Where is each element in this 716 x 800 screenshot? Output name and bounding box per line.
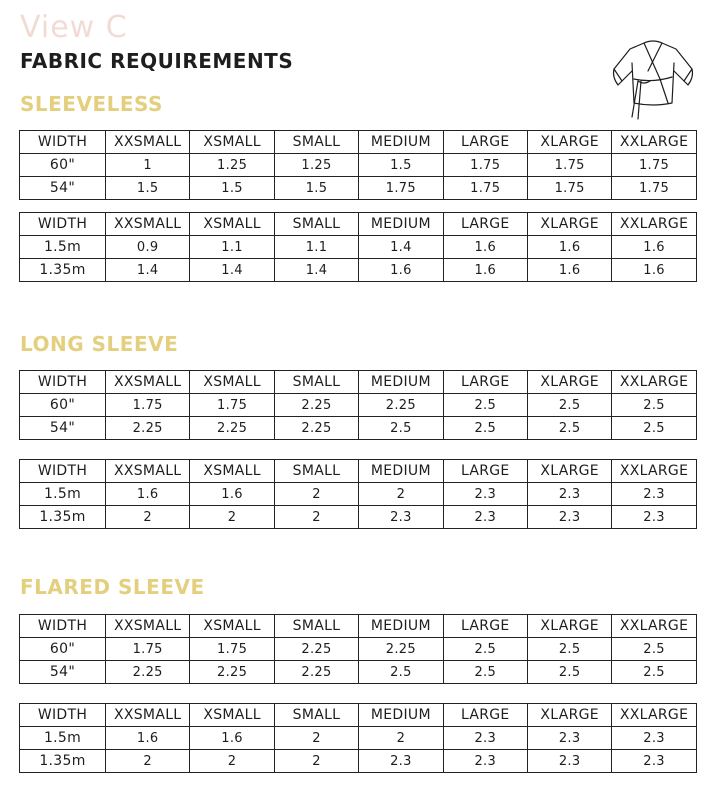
- table-flared-sleeve-metric: [19, 703, 697, 773]
- yardage-cell: 1.5: [190, 177, 274, 200]
- yardage-cell: 2.5: [443, 638, 527, 661]
- yardage-cell: 1.75: [190, 638, 274, 661]
- yardage-cell: 1.75: [106, 638, 190, 661]
- yardage-cell: 2: [106, 750, 190, 773]
- column-header: XXLARGE: [612, 371, 696, 394]
- table-header-row: [20, 704, 697, 727]
- yardage-cell: 2: [106, 506, 190, 529]
- column-header: SMALL: [274, 704, 358, 727]
- column-header: XXSMALL: [106, 615, 190, 638]
- yardage-cell: 1.75: [443, 177, 527, 200]
- width-label: 1.5m: [20, 483, 106, 506]
- column-header: XXSMALL: [106, 131, 190, 154]
- table-row: [20, 638, 697, 661]
- wrap-top-icon: [608, 37, 698, 123]
- yardage-cell: 2.3: [527, 506, 611, 529]
- table-row: [20, 236, 697, 259]
- yardage-cell: 2.5: [359, 417, 443, 440]
- yardage-cell: 2.3: [612, 483, 696, 506]
- column-header: SMALL: [274, 131, 358, 154]
- table-row: [20, 483, 697, 506]
- width-label: 1.5m: [20, 727, 106, 750]
- table-sleeveless-inches: [19, 130, 697, 200]
- yardage-cell: 1.6: [106, 727, 190, 750]
- yardage-cell: 2.5: [527, 394, 611, 417]
- yardage-cell: 2.25: [359, 638, 443, 661]
- table-row: [20, 750, 697, 773]
- section-title-long-sleeve: LONG SLEEVE: [20, 332, 179, 356]
- yardage-cell: 2.25: [359, 394, 443, 417]
- column-header: XXLARGE: [612, 460, 696, 483]
- column-header: WIDTH: [20, 131, 106, 154]
- column-header: MEDIUM: [359, 615, 443, 638]
- yardage-cell: 1.6: [612, 259, 696, 282]
- width-label: 1.5m: [20, 236, 106, 259]
- table-row: [20, 154, 697, 177]
- yardage-cell: 1.6: [527, 236, 611, 259]
- table-row: [20, 661, 697, 684]
- yardage-cell: 1.25: [190, 154, 274, 177]
- yardage-cell: 2.3: [527, 750, 611, 773]
- column-header: MEDIUM: [359, 460, 443, 483]
- column-header: XLARGE: [527, 131, 611, 154]
- yardage-cell: 2.5: [359, 661, 443, 684]
- column-header: XSMALL: [190, 213, 274, 236]
- yardage-cell: 1.75: [527, 154, 611, 177]
- column-header: WIDTH: [20, 615, 106, 638]
- column-header: SMALL: [274, 213, 358, 236]
- table-flared-sleeve-inches: [19, 614, 697, 684]
- table-row: [20, 177, 697, 200]
- column-header: XLARGE: [527, 213, 611, 236]
- column-header: LARGE: [443, 615, 527, 638]
- column-header: SMALL: [274, 615, 358, 638]
- column-header: WIDTH: [20, 213, 106, 236]
- yardage-cell: 2.25: [274, 661, 358, 684]
- yardage-cell: 1.75: [359, 177, 443, 200]
- yardage-cell: 1.5: [274, 177, 358, 200]
- column-header: XSMALL: [190, 371, 274, 394]
- table-row: [20, 727, 697, 750]
- yardage-cell: 2.25: [274, 394, 358, 417]
- column-header: MEDIUM: [359, 213, 443, 236]
- column-header: XLARGE: [527, 371, 611, 394]
- yardage-cell: 2.25: [274, 417, 358, 440]
- width-label: 1.35m: [20, 259, 106, 282]
- yardage-cell: 1.1: [274, 236, 358, 259]
- column-header: WIDTH: [20, 704, 106, 727]
- yardage-cell: 2.5: [612, 661, 696, 684]
- yardage-cell: 1.6: [359, 259, 443, 282]
- table-row: [20, 506, 697, 529]
- column-header: XSMALL: [190, 704, 274, 727]
- table-long-sleeve-inches: [19, 370, 697, 440]
- column-header: WIDTH: [20, 371, 106, 394]
- page-title: FABRIC REQUIREMENTS: [20, 49, 294, 73]
- width-label: 1.35m: [20, 506, 106, 529]
- table-header-row: [20, 213, 697, 236]
- yardage-cell: 1.6: [106, 483, 190, 506]
- yardage-cell: 2.25: [106, 417, 190, 440]
- table-header-row: [20, 615, 697, 638]
- yardage-cell: 2.5: [527, 638, 611, 661]
- column-header: LARGE: [443, 371, 527, 394]
- yardage-cell: 2.5: [443, 661, 527, 684]
- yardage-cell: 2.3: [612, 727, 696, 750]
- view-title: View C: [20, 10, 128, 45]
- yardage-cell: 1: [106, 154, 190, 177]
- yardage-cell: 1.25: [274, 154, 358, 177]
- column-header: XLARGE: [527, 704, 611, 727]
- table-header-row: [20, 460, 697, 483]
- table-header-row: [20, 371, 697, 394]
- yardage-cell: 1.75: [190, 394, 274, 417]
- yardage-cell: 1.75: [106, 394, 190, 417]
- yardage-cell: 1.75: [612, 154, 696, 177]
- yardage-cell: 2.3: [527, 727, 611, 750]
- yardage-cell: 2.5: [612, 417, 696, 440]
- yardage-cell: 2.5: [443, 417, 527, 440]
- width-label: 54": [20, 661, 106, 684]
- width-label: 60": [20, 394, 106, 417]
- yardage-cell: 2.25: [106, 661, 190, 684]
- yardage-cell: 2.3: [443, 727, 527, 750]
- yardage-cell: 2.5: [443, 394, 527, 417]
- yardage-cell: 1.4: [190, 259, 274, 282]
- yardage-cell: 1.5: [359, 154, 443, 177]
- yardage-cell: 1.6: [190, 727, 274, 750]
- yardage-cell: 2: [274, 750, 358, 773]
- column-header: LARGE: [443, 213, 527, 236]
- table-row: [20, 259, 697, 282]
- yardage-cell: 2: [190, 506, 274, 529]
- column-header: XXLARGE: [612, 615, 696, 638]
- column-header: XSMALL: [190, 615, 274, 638]
- yardage-cell: 2.25: [190, 661, 274, 684]
- section-title-flared-sleeve: FLARED SLEEVE: [20, 575, 205, 599]
- yardage-cell: 2.25: [190, 417, 274, 440]
- yardage-cell: 2.3: [527, 483, 611, 506]
- column-header: LARGE: [443, 131, 527, 154]
- table-sleeveless-metric: [19, 212, 697, 282]
- yardage-cell: 1.1: [190, 236, 274, 259]
- section-title-sleeveless: SLEEVELESS: [20, 92, 163, 116]
- yardage-cell: 1.4: [106, 259, 190, 282]
- yardage-cell: 2.3: [443, 750, 527, 773]
- yardage-cell: 2: [274, 483, 358, 506]
- yardage-cell: 1.6: [612, 236, 696, 259]
- width-label: 60": [20, 154, 106, 177]
- column-header: SMALL: [274, 371, 358, 394]
- column-header: LARGE: [443, 460, 527, 483]
- yardage-cell: 1.75: [527, 177, 611, 200]
- yardage-cell: 2: [274, 506, 358, 529]
- width-label: 1.35m: [20, 750, 106, 773]
- column-header: XSMALL: [190, 460, 274, 483]
- column-header: XLARGE: [527, 615, 611, 638]
- column-header: XXLARGE: [612, 131, 696, 154]
- column-header: MEDIUM: [359, 704, 443, 727]
- yardage-cell: 2.3: [443, 483, 527, 506]
- yardage-cell: 1.6: [190, 483, 274, 506]
- yardage-cell: 2.5: [527, 661, 611, 684]
- yardage-cell: 1.75: [443, 154, 527, 177]
- width-label: 54": [20, 177, 106, 200]
- column-header: XSMALL: [190, 131, 274, 154]
- yardage-cell: 1.6: [443, 259, 527, 282]
- yardage-cell: 2: [359, 483, 443, 506]
- yardage-cell: 0.9: [106, 236, 190, 259]
- yardage-cell: 1.6: [443, 236, 527, 259]
- yardage-cell: 2.5: [527, 417, 611, 440]
- column-header: XLARGE: [527, 460, 611, 483]
- yardage-cell: 1.5: [106, 177, 190, 200]
- yardage-cell: 1.6: [527, 259, 611, 282]
- column-header: WIDTH: [20, 460, 106, 483]
- width-label: 54": [20, 417, 106, 440]
- yardage-cell: 2: [359, 727, 443, 750]
- column-header: LARGE: [443, 704, 527, 727]
- column-header: XXLARGE: [612, 704, 696, 727]
- column-header: XXSMALL: [106, 460, 190, 483]
- column-header: MEDIUM: [359, 131, 443, 154]
- table-row: [20, 394, 697, 417]
- yardage-cell: 2: [190, 750, 274, 773]
- table-long-sleeve-metric: [19, 459, 697, 529]
- yardage-cell: 2: [274, 727, 358, 750]
- yardage-cell: 2.5: [612, 394, 696, 417]
- width-label: 60": [20, 638, 106, 661]
- yardage-cell: 2.5: [612, 638, 696, 661]
- yardage-cell: 2.25: [274, 638, 358, 661]
- yardage-cell: 2.3: [443, 506, 527, 529]
- column-header: XXSMALL: [106, 371, 190, 394]
- table-header-row: [20, 131, 697, 154]
- column-header: MEDIUM: [359, 371, 443, 394]
- column-header: XXLARGE: [612, 213, 696, 236]
- yardage-cell: 2.3: [612, 506, 696, 529]
- column-header: XXSMALL: [106, 704, 190, 727]
- yardage-cell: 2.3: [359, 750, 443, 773]
- yardage-cell: 1.75: [612, 177, 696, 200]
- yardage-cell: 2.3: [359, 506, 443, 529]
- yardage-cell: 2.3: [612, 750, 696, 773]
- column-header: SMALL: [274, 460, 358, 483]
- yardage-cell: 1.4: [359, 236, 443, 259]
- table-row: [20, 417, 697, 440]
- column-header: XXSMALL: [106, 213, 190, 236]
- yardage-cell: 1.4: [274, 259, 358, 282]
